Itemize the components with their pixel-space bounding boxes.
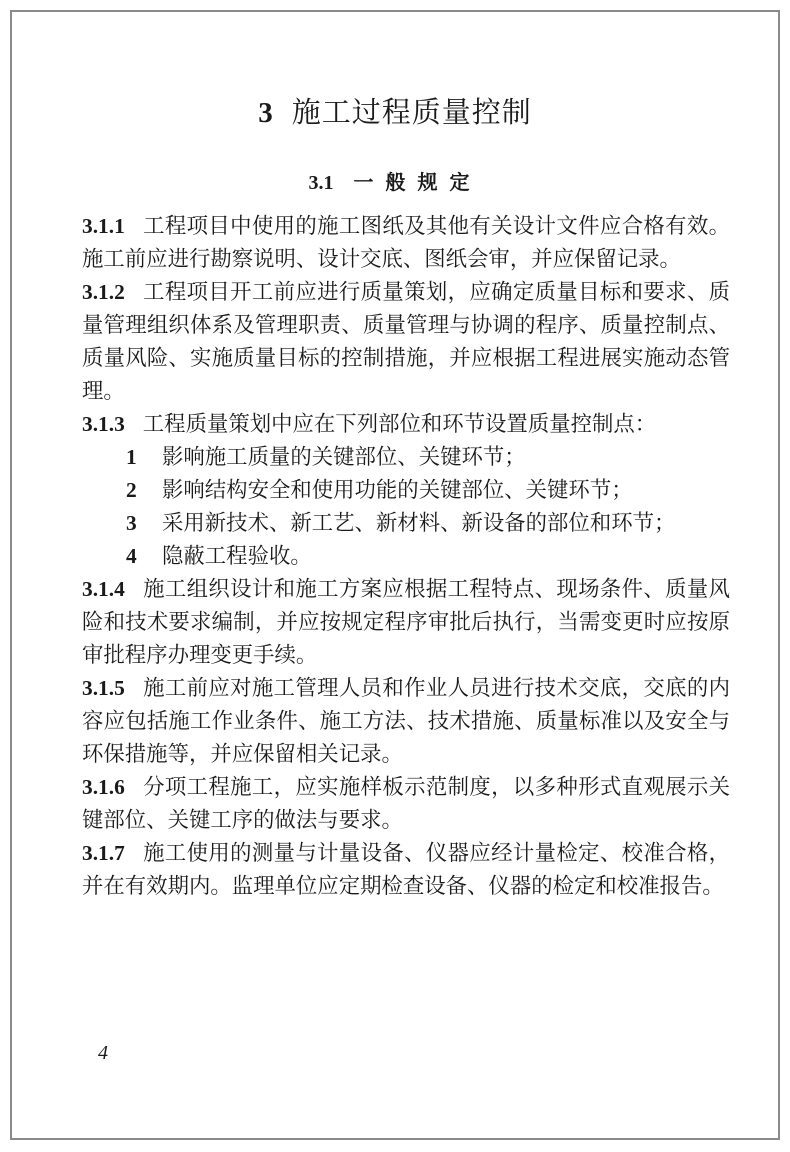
clause-number: 3.1.3 xyxy=(82,412,125,436)
clause-3-1-7 xyxy=(82,837,730,903)
clause-number: 3.1.6 xyxy=(82,775,125,799)
item-number: 3 xyxy=(126,511,137,535)
clause-number: 3.1.2 xyxy=(82,280,125,304)
clause-3-1-6 xyxy=(82,771,730,837)
clause-3-1-4 xyxy=(82,573,730,672)
clause-text: 工程质量策划中应在下列部位和环节设置质量控制点： xyxy=(142,412,657,437)
chapter-number: 3 xyxy=(258,97,274,129)
clause-text: 工程项目中使用的施工图纸及其他有关设计文件应合格有效。施工前应进行勘察说明、设计交底、图纸会审，并应保留记录。 xyxy=(82,214,730,272)
item-text: 采用新技术、新工艺、新材料、新设备的部位和环节； xyxy=(162,511,676,536)
page-number: 4 xyxy=(98,1042,108,1064)
item-text: 影响施工质量的关键部位、关键环节； xyxy=(162,445,526,470)
section-title xyxy=(12,166,778,195)
list-item xyxy=(82,441,730,474)
clause-3-1-3 xyxy=(82,408,730,441)
clause-text: 施工前应对施工管理人员和作业人员进行技术交底，交底的内容应包括施工作业条件、施工方法、技术措施、质量标准以及安全与环保措施等，并应保留相关记录。 xyxy=(82,676,730,767)
section-title-text: 一般规定 xyxy=(353,170,482,194)
item-text: 影响结构安全和使用功能的关键部位、关键环节； xyxy=(162,478,633,503)
list-item xyxy=(82,474,730,507)
clause-3-1-2 xyxy=(82,276,730,408)
list-item xyxy=(82,540,730,573)
clause-number: 3.1.7 xyxy=(82,841,125,865)
chapter-title-text: 施工过程质量控制 xyxy=(291,95,532,129)
clause-text: 分项工程施工，应实施样板示范制度，以多种形式直观展示关键部位、关键工序的做法与要求。 xyxy=(82,775,730,833)
clause-3-1-5 xyxy=(82,672,730,771)
clause-number: 3.1.1 xyxy=(82,214,125,238)
document-body xyxy=(82,210,730,903)
item-text: 隐蔽工程验收。 xyxy=(162,544,312,569)
item-number: 4 xyxy=(126,544,137,568)
clause-text: 施工使用的测量与计量设备、仪器应经计量检定、校准合格，并在有效期内。监理单位应定期检查设备、仪器的检定和校准报告。 xyxy=(82,841,730,899)
document-page xyxy=(10,10,780,1140)
section-number: 3.1 xyxy=(308,172,334,194)
item-number: 1 xyxy=(126,445,137,469)
clause-number: 3.1.5 xyxy=(82,676,125,700)
list-item xyxy=(82,507,730,540)
item-number: 2 xyxy=(126,478,137,502)
clause-3-1-1 xyxy=(82,210,730,276)
clause-text: 工程项目开工前应进行质量策划，应确定质量目标和要求、质量管理组织体系及管理职责、质量管理与协调的程序、质量控制点、质量风险、实施质量目标的控制措施，并应根据工程进展实施动态管理。 xyxy=(82,280,730,404)
clause-text: 施工组织设计和施工方案应根据工程特点、现场条件、质量风险和技术要求编制，并应按规定程序审批后执行，当需变更时应按原审批程序办理变更手续。 xyxy=(82,577,730,668)
clause-number: 3.1.4 xyxy=(82,577,125,601)
chapter-title xyxy=(12,90,778,131)
